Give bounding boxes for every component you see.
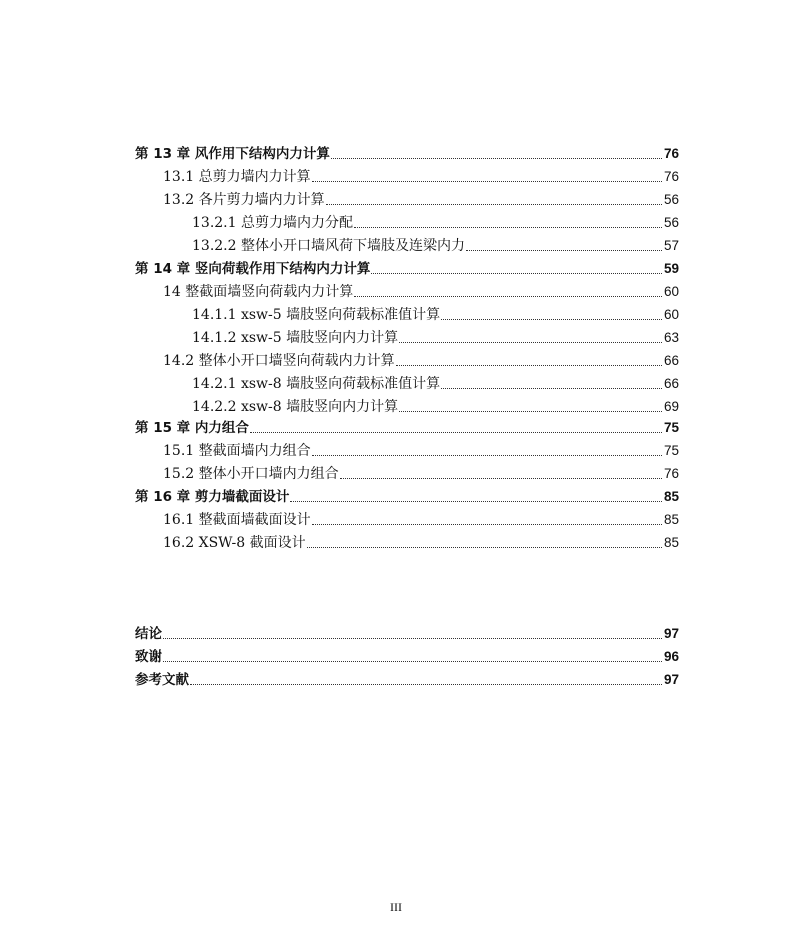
- toc-entry-page: 97: [663, 672, 679, 687]
- toc-entry-page: 63: [663, 330, 679, 345]
- toc-entry-references[interactable]: [135, 667, 679, 689]
- toc-entry-page: 69: [663, 399, 679, 414]
- toc-entry-title: 15.1 整截面墙内力组合: [163, 443, 311, 459]
- toc-entry-14-2-1[interactable]: [192, 371, 679, 393]
- toc-leader-dots: [307, 546, 662, 548]
- toc-entry-13-2-2[interactable]: [192, 233, 679, 255]
- toc-entry-page: 85: [663, 512, 679, 527]
- toc-entry-title: 参考文献: [135, 672, 189, 688]
- toc-entry-chapter-15[interactable]: [135, 415, 679, 437]
- toc-leader-dots: [396, 364, 662, 366]
- toc-leader-dots: [163, 660, 662, 662]
- toc-leader-dots: [290, 500, 662, 502]
- toc-entry-title: 第 14 章 竖向荷载作用下结构内力计算: [135, 261, 371, 277]
- toc-entry-page: 59: [663, 261, 679, 276]
- toc-entry-page: 75: [663, 443, 679, 458]
- toc-entry-13-2-1[interactable]: [192, 210, 679, 232]
- toc-entry-page: 56: [663, 215, 679, 230]
- toc-entry-page: 97: [663, 626, 679, 641]
- toc-entry-page: 56: [663, 192, 679, 207]
- toc-entry-title: 13.2 各片剪力墙内力计算: [163, 192, 325, 208]
- toc-leader-dots: [354, 226, 662, 228]
- toc-entry-page: 66: [663, 376, 679, 391]
- toc-entry-page: 57: [663, 238, 679, 253]
- toc-leader-dots: [371, 272, 662, 274]
- toc-entry-chapter-13[interactable]: [135, 141, 679, 163]
- toc-entry-page: 85: [663, 489, 679, 504]
- toc-entry-title: 第 16 章 剪力墙截面设计: [135, 489, 290, 505]
- toc-entry-14-1-1[interactable]: [192, 302, 679, 324]
- toc-entry-16-1[interactable]: [163, 507, 679, 529]
- toc-entry-page: 60: [663, 284, 679, 299]
- toc-entry-title: 14 整截面墙竖向荷载内力计算: [163, 284, 354, 300]
- toc-entry-page: 76: [663, 146, 679, 161]
- toc-entry-page: 76: [663, 169, 679, 184]
- toc-entry-16-2[interactable]: [163, 530, 679, 552]
- toc-entry-13-2[interactable]: [163, 187, 679, 209]
- page-number: III: [390, 900, 402, 914]
- toc-entry-title: 14.1.2 xsw-5 墙肢竖向内力计算: [192, 330, 399, 346]
- toc-leader-dots: [312, 454, 662, 456]
- toc-entry-page: 60: [663, 307, 679, 322]
- toc-leader-dots: [354, 295, 662, 297]
- toc-leader-dots: [441, 387, 662, 389]
- toc-entry-14[interactable]: [163, 279, 679, 301]
- toc-entry-title: 14.2.1 xsw-8 墙肢竖向荷载标准值计算: [192, 376, 441, 392]
- toc-entry-page: 96: [663, 649, 679, 664]
- toc-leader-dots: [399, 410, 662, 412]
- toc-leader-dots: [163, 637, 662, 639]
- toc-entry-14-2[interactable]: [163, 348, 679, 370]
- toc-leader-dots: [190, 683, 662, 685]
- toc-entry-title: 16.2 XSW-8 截面设计: [163, 535, 306, 551]
- toc-entry-chapter-14[interactable]: [135, 256, 679, 278]
- toc-leader-dots: [441, 318, 662, 320]
- toc-entry-page: 76: [663, 466, 679, 481]
- toc-entry-conclusion[interactable]: [135, 621, 679, 643]
- toc-entry-title: 14.2.2 xsw-8 墙肢竖向内力计算: [192, 399, 399, 415]
- toc-entry-13-1[interactable]: [163, 164, 679, 186]
- toc-leader-dots: [326, 203, 662, 205]
- toc-entry-title: 15.2 整体小开口墙内力组合: [163, 466, 339, 482]
- toc-leader-dots: [340, 477, 662, 479]
- toc-entry-15-2[interactable]: [163, 461, 679, 483]
- toc-entry-title: 13.2.2 整体小开口墙风荷下墙肢及连梁内力: [192, 238, 465, 254]
- toc-leader-dots: [312, 180, 662, 182]
- toc-entry-title: 结论: [135, 626, 162, 642]
- toc-entry-page: 75: [663, 420, 679, 435]
- toc-entry-title: 致谢: [135, 649, 162, 665]
- toc-entry-title: 13.2.1 总剪力墙内力分配: [192, 215, 353, 231]
- toc-entry-14-1-2[interactable]: [192, 325, 679, 347]
- toc-leader-dots: [399, 341, 662, 343]
- toc-entry-acknowledgements[interactable]: [135, 644, 679, 666]
- toc-leader-dots: [312, 523, 662, 525]
- toc-leader-dots: [466, 249, 662, 251]
- toc-entry-title: 13.1 总剪力墙内力计算: [163, 169, 311, 185]
- toc-entry-15-1[interactable]: [163, 438, 679, 460]
- toc-entry-title: 第 15 章 内力组合: [135, 420, 249, 436]
- toc-entry-title: 第 13 章 风作用下结构内力计算: [135, 146, 330, 162]
- toc-entry-chapter-16[interactable]: [135, 484, 679, 506]
- toc-entry-title: 14.1.1 xsw-5 墙肢竖向荷载标准值计算: [192, 307, 441, 323]
- toc-entry-page: 66: [663, 353, 679, 368]
- toc-leader-dots: [331, 157, 662, 159]
- toc-entry-14-2-2[interactable]: [192, 394, 679, 416]
- toc-leader-dots: [250, 431, 662, 433]
- toc-entry-title: 14.2 整体小开口墙竖向荷载内力计算: [163, 353, 395, 369]
- toc-entry-page: 85: [663, 535, 679, 550]
- toc-entry-title: 16.1 整截面墙截面设计: [163, 512, 311, 528]
